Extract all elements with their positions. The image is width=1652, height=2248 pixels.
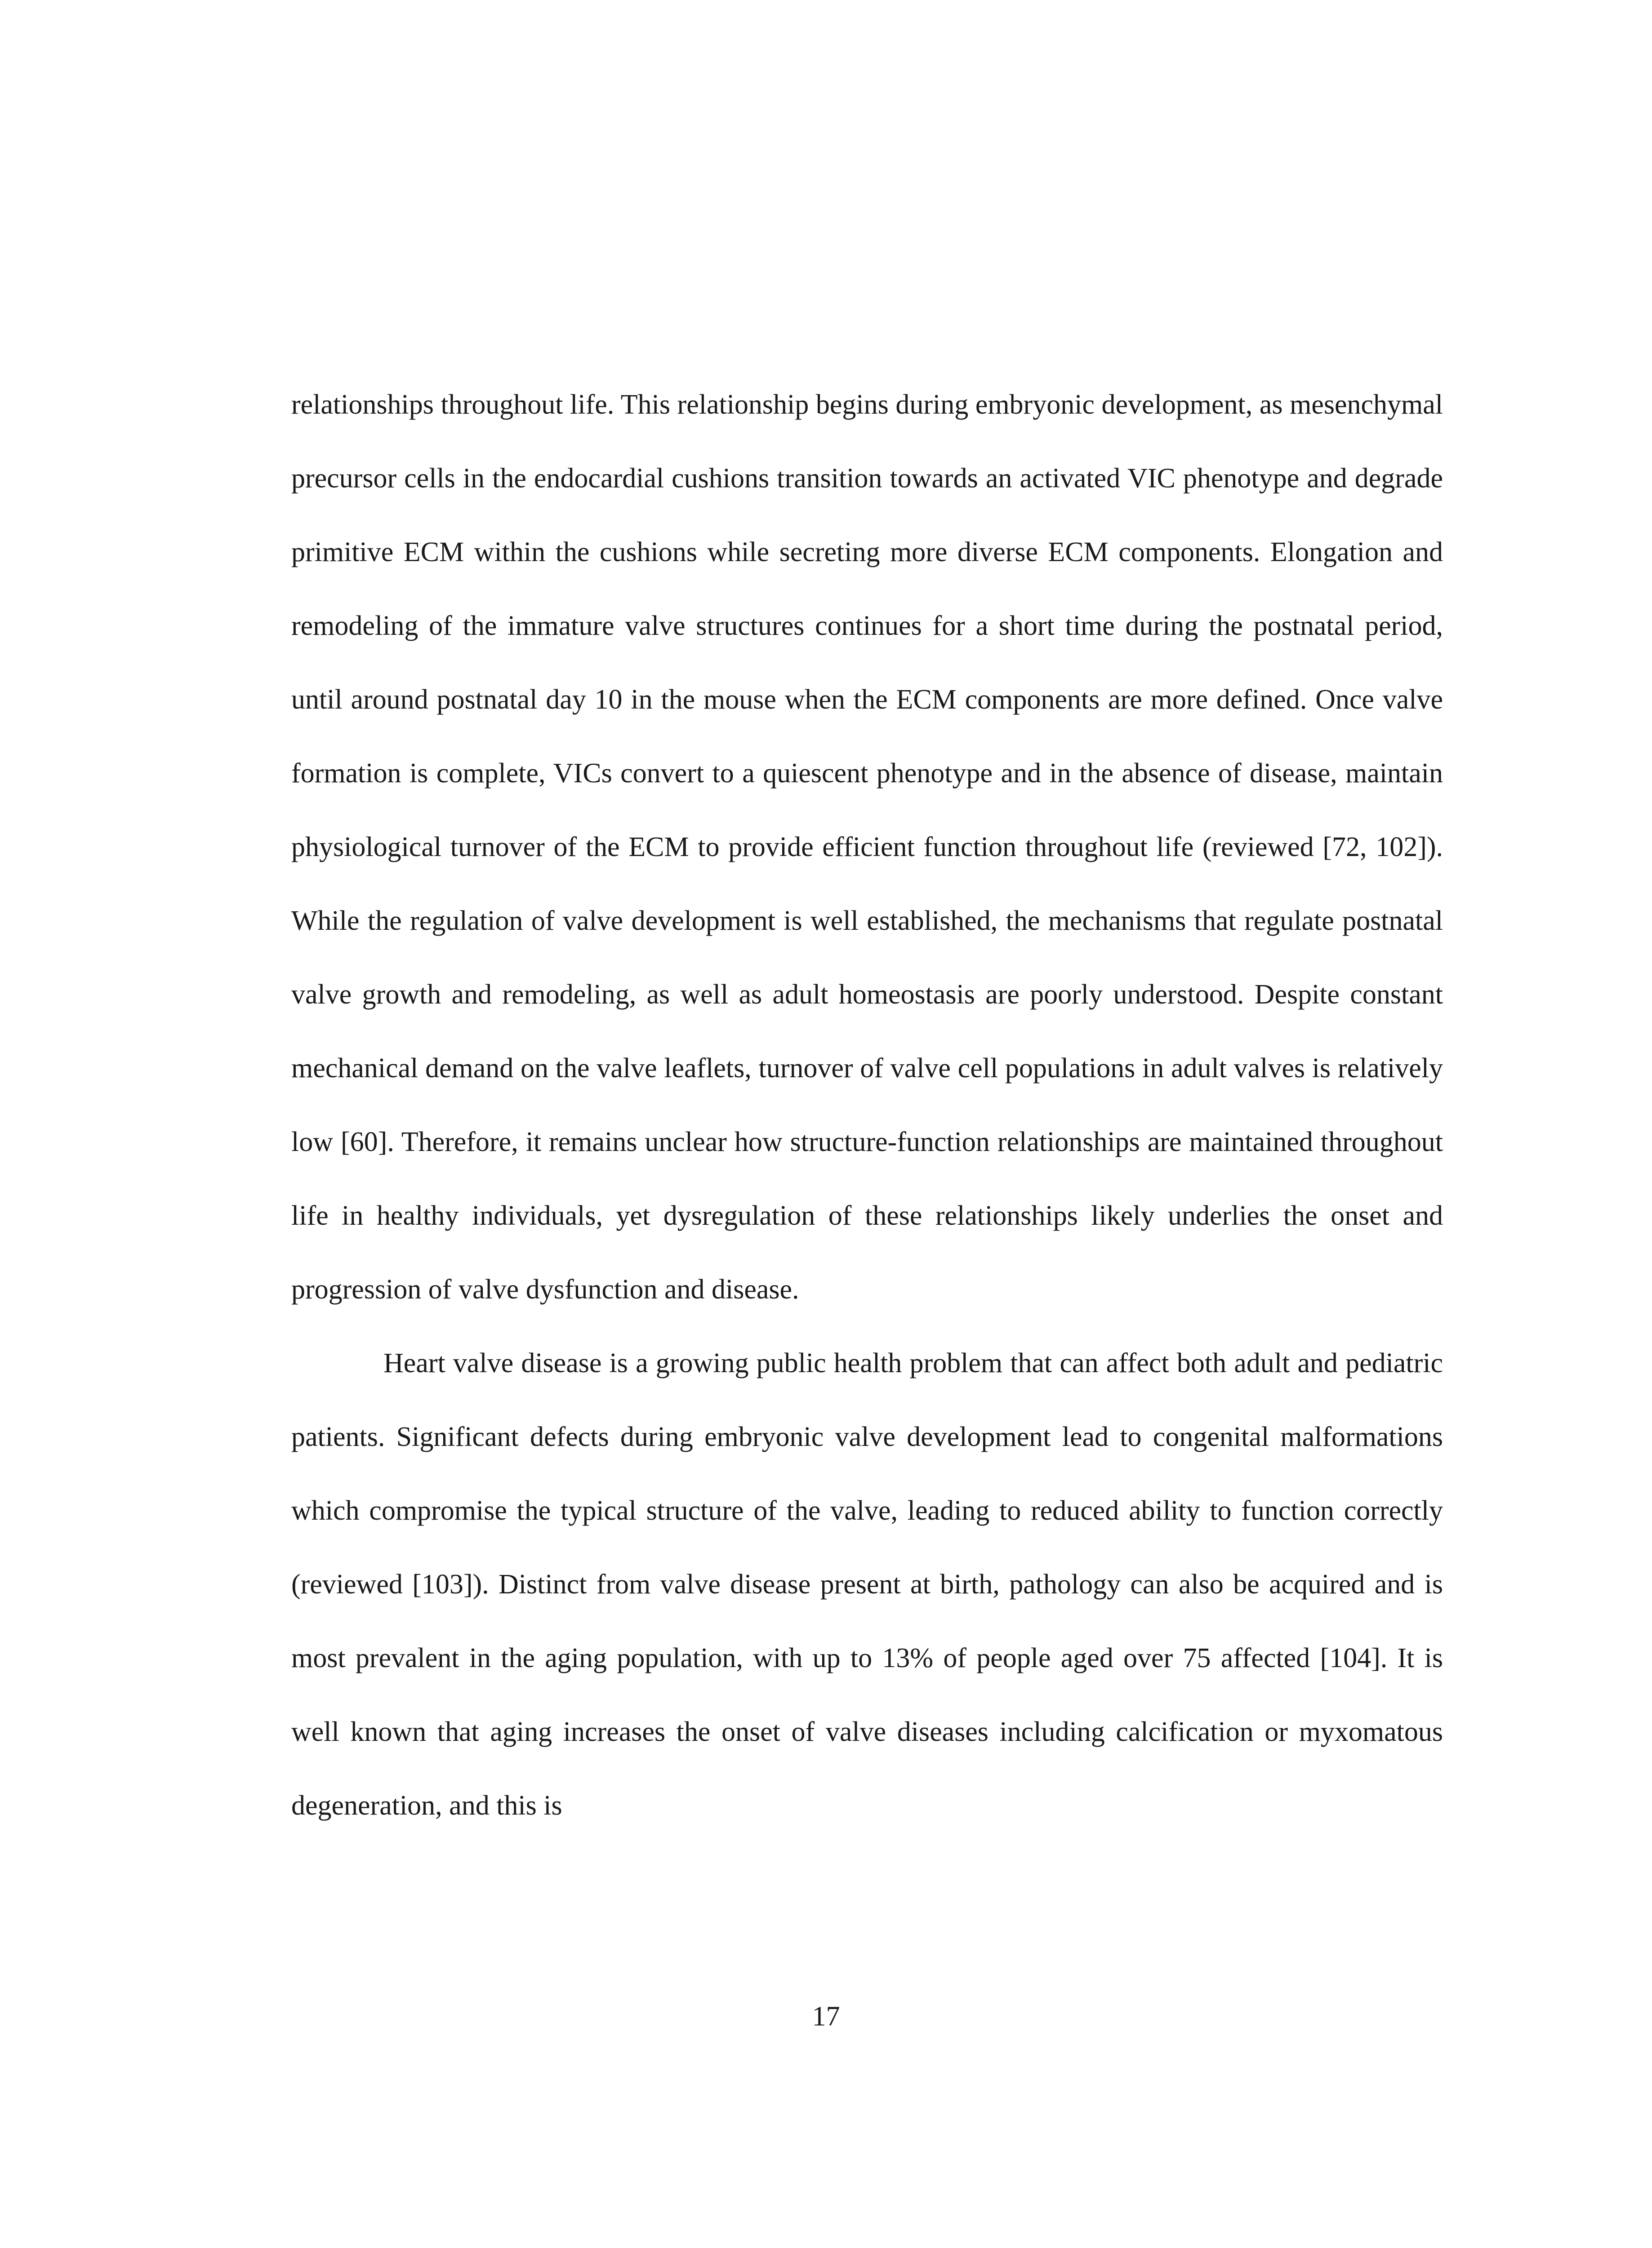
paragraph-heart-valve-disease: Heart valve disease is a growing public health problem that can affect both adult and pediatric patients. Significant defects during embryonic valve development lead to congenital malformations which compromise the typical structure of the valve, leading to reduced ability to function correctly (reviewed [103]). Distinct from valve disease present at birth, pathology can also be acquired and is most prevalent in the aging population, with up to 13% of people aged over 75 affected [104]. It is well known that aging increases the onset of valve diseases including calcification or myxomatous degeneration, and this is: [291, 1348, 1443, 1821]
body-text: [291, 368, 1443, 1842]
paragraph-continuation: relationships throughout life. This relationship begins during embryonic development, as mesenchymal precursor cells in the endocardial cushions transition towards an activated VIC phenotype and degrade primitive ECM within the cushions while secreting more diverse ECM components. Elongation and remodeling of the immature valve structures continues for a short time during the postnatal period, until around postnatal day 10 in the mouse when the ECM components are more defined. Once valve formation is complete, VICs convert to a quiescent phenotype and in the absence of disease, maintain physiological turnover of the ECM to provide efficient function throughout life (reviewed [72, 102]). While the regulation of valve development is well established, the mechanisms that regulate postnatal valve growth and remodeling, as well as adult homeostasis are poorly understood. Despite constant mechanical demand on the valve leaflets, turnover of valve cell populations in adult valves is relatively low [60]. Therefore, it remains unclear how structure-function relationships are maintained throughout life in healthy individuals, yet dysregulation of these relationships likely underlies the onset and progression of valve dysfunction and disease.: [291, 389, 1443, 1305]
page-number: 17: [812, 2001, 840, 2032]
